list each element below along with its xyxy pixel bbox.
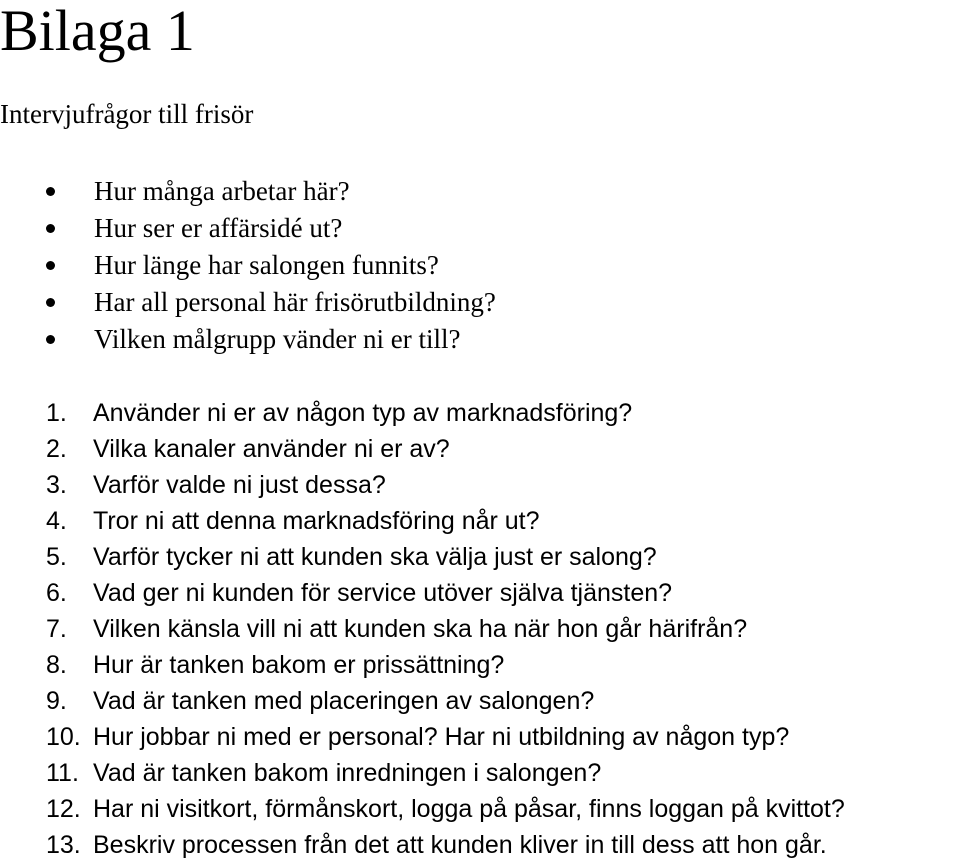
question-text: Varför tycker ni att kunden ska välja just er salong? xyxy=(93,543,657,571)
question-number: 3. xyxy=(46,471,67,499)
question-text: Använder ni er av någon typ av marknadsföring? xyxy=(93,399,633,427)
question-number: 2. xyxy=(46,435,67,463)
question-number: 4. xyxy=(46,507,67,535)
page-title: Bilaga 1 xyxy=(0,0,195,63)
bullet-icon xyxy=(46,261,55,270)
question-number: 10. xyxy=(46,723,81,751)
question-number: 12. xyxy=(46,795,81,823)
question-text: Hur jobbar ni med er personal? Har ni utbildning av någon typ? xyxy=(93,723,790,751)
question-text: Tror ni att denna marknadsföring når ut? xyxy=(93,507,540,535)
bullet-icon xyxy=(46,335,55,344)
question-number: 9. xyxy=(46,687,67,715)
bullet-icon xyxy=(46,298,55,307)
bullet-icon xyxy=(46,187,55,196)
bullet-question-text: Har all personal här frisörutbildning? xyxy=(94,287,496,317)
question-number: 7. xyxy=(46,615,67,643)
question-number: 13. xyxy=(46,831,81,859)
question-text: Hur är tanken bakom er prissättning? xyxy=(93,651,505,679)
question-number: 5. xyxy=(46,543,67,571)
question-text: Har ni visitkort, förmånskort, logga på påsar, finns loggan på kvittot? xyxy=(93,795,845,823)
question-text: Vad ger ni kunden för service utöver själva tjänsten? xyxy=(93,579,673,607)
question-number: 8. xyxy=(46,651,67,679)
question-text: Varför valde ni just dessa? xyxy=(93,471,386,499)
question-text: Beskriv processen från det att kunden kliver in till dess att hon går. xyxy=(93,831,827,859)
question-number: 6. xyxy=(46,579,67,607)
question-text: Vad är tanken med placeringen av salongen? xyxy=(93,687,595,715)
question-text: Vilken känsla vill ni att kunden ska ha när hon går härifrån? xyxy=(93,615,748,643)
question-text: Vad är tanken bakom inredningen i salongen? xyxy=(93,759,602,787)
document-subtitle: Intervjufrågor till frisör xyxy=(0,99,254,129)
bullet-question-text: Hur ser er affärsidé ut? xyxy=(94,213,343,243)
bullet-question-text: Hur länge har salongen funnits? xyxy=(94,250,439,280)
bullet-question-text: Hur många arbetar här? xyxy=(94,176,350,206)
bullet-icon xyxy=(46,224,55,233)
question-number: 11. xyxy=(46,759,79,787)
question-text: Vilka kanaler använder ni er av? xyxy=(93,435,450,463)
bullet-question-text: Vilken målgrupp vänder ni er till? xyxy=(94,324,461,354)
question-number: 1. xyxy=(46,399,67,427)
